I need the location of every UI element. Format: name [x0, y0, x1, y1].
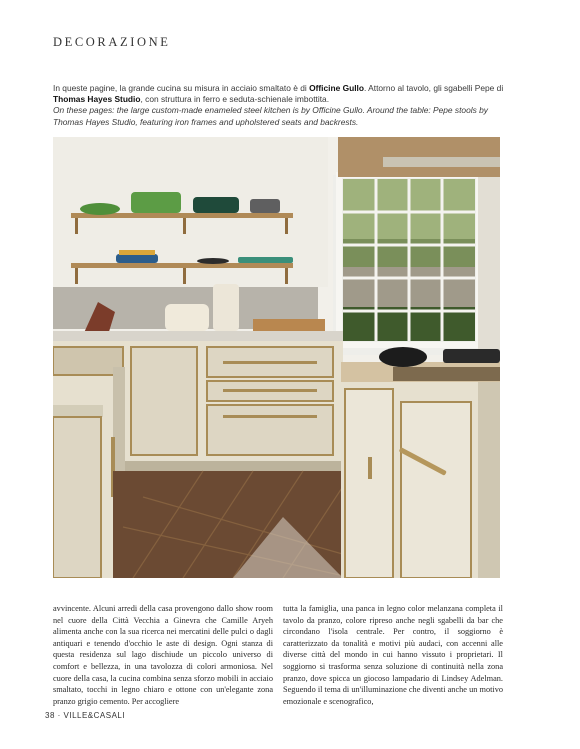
article-column-left: avvincente. Alcuni arredi della casa provengono dallo show room nel cuore della Città Vecchia a Ginevra che Camille Aryeh alimenta anche con la sua ricerca nei mercatini delle pulci o dagli antiquari e tenendo d'occhio le aste di design. Ogni stanza di questa residenza sul lago dischiude un piccolo universo di comfort e bellezza, in una tavolozza di colori armoniosa. Nel cuore della casa, la cucina combina senza sforzo mobili in acciaio smaltato, tocchi in legno chiaro e ottone con un'elegante zona pranzo grigio cemento. Per accogliere [53, 604, 273, 706]
article-column-right: tutta la famiglia, una panca in legno color melanzana completa il tavolo da pranzo, colore ripreso anche negli sgabelli da bar che circondano l'isola centrale. Per contro, il soggiorno è caratterizzato da tonalità e motivi più audaci, con accenni alle diverse città del mondo in cui hanno vissuto i proprietari. Il soggiorno si trasforma senza soluzione di continuità nella zona pranzo, dove spicca un giocoso lampadario di Lindsey Adelman. Seguendo il tema di un'illuminazione che diventi anche un motivo emozionale e scenografico, [283, 604, 503, 706]
caption-english: On these pages: the large custom-made enameled steel kitchen is by Officine Gullo. Around the table: Pepe stools by Thomas Hayes Studio, featuring iron frames and upholstered seats and backrests. [53, 105, 488, 127]
section-title: DECORAZIONE [53, 35, 171, 49]
caption-brand-thomas-hayes: Thomas Hayes Studio [53, 94, 141, 105]
caption-italian: In queste pagine, la grande cucina su misura in acciaio smaltato è di Officine Gullo. Attorno al tavolo, gli sgabelli Pepe di Thomas Hayes Studio, con struttura in ferro e seduta-schienale imbottita. [53, 83, 504, 105]
caption-brand-officine-gullo: Officine Gullo [309, 83, 364, 93]
page-folio: 38 · VILLE&CASALI [45, 711, 126, 720]
photo-caption [53, 83, 513, 128]
kitchen-photo [53, 137, 500, 578]
